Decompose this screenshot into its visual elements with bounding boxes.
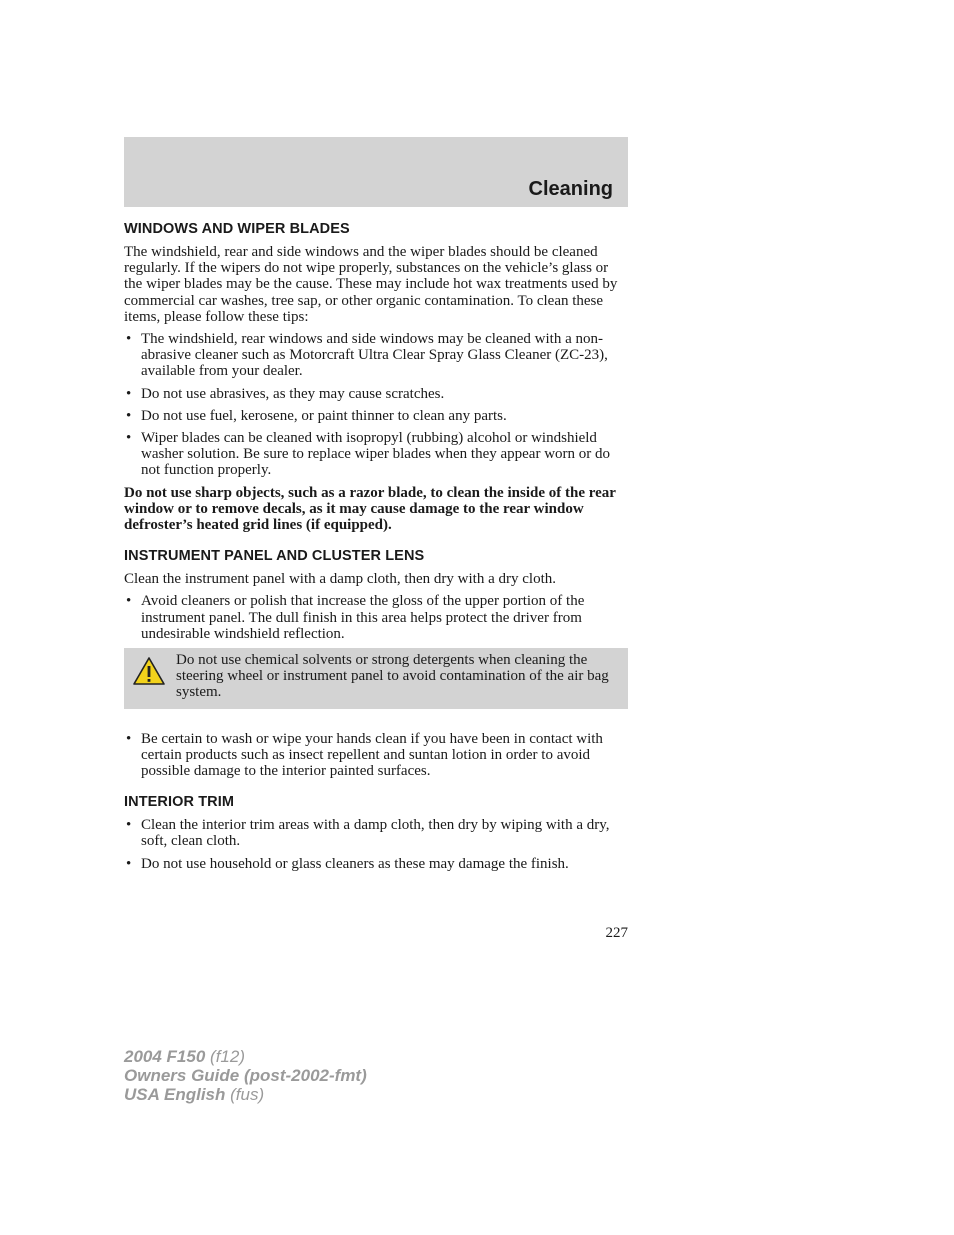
bullet-marker: • — [126, 817, 132, 834]
instrument-bullet-list — [124, 593, 628, 642]
bullet-marker: • — [126, 331, 132, 348]
footer-line-2: Owners Guide (post-2002-fmt) — [124, 1066, 367, 1085]
interior-bullet-list — [124, 817, 628, 872]
section-header-band — [124, 137, 628, 207]
bullet-marker: • — [126, 385, 132, 402]
bullet-marker: • — [126, 855, 132, 872]
list-item: • The windshield, rear windows and side windows may be cleaned with a non-abrasive cleaner such as Motorcraft Ultra Clear Spray Glass Cleaner (ZC-23), available from your dealer. — [126, 331, 608, 380]
warning-box-text: Do not use chemical solvents or strong detergents when cleaning the steering wheel or instrument panel to avoid contamination of the air bag system. — [176, 652, 609, 701]
heading-interior-trim: INTERIOR TRIM — [124, 794, 235, 811]
footer-line-1: 2004 F150 (f12) — [124, 1047, 245, 1066]
list-item: • Avoid cleaners or polish that increase the gloss of the upper portion of the instrument panel. The dull finish in this area helps protect the driver from undesirable windshield reflection. — [126, 593, 585, 642]
windows-intro: The windshield, rear and side windows and the wiper blades should be cleaned regularly. If the wipers do not wipe properly, substances on the vehicle’s glass or the wiper blades may be the cause. These may include hot wax treatments used by commercial car washes, tree sap, or other organic contamination. To clean these items, please follow these tips: — [124, 244, 618, 325]
bullet-marker: • — [126, 593, 132, 610]
bullet-marker: • — [126, 430, 132, 447]
warning-box — [124, 648, 628, 709]
document-footer — [124, 1047, 367, 1104]
heading-windows: WINDOWS AND WIPER BLADES — [124, 221, 350, 237]
list-item: • Do not use fuel, kerosene, or paint thinner to clean any parts. — [126, 407, 507, 424]
list-item: • Wiper blades can be cleaned with isopropyl (rubbing) alcohol or windshield washer solution. Be sure to replace wiper blades when they appear worn or do not function properly. — [126, 430, 611, 479]
footer-line-3: USA English (fus) — [124, 1085, 265, 1104]
instrument-bullet-list-2 — [124, 731, 628, 780]
list-item: • Clean the interior trim areas with a damp cloth, then dry by wiping with a dry, soft, clean cloth. — [126, 817, 610, 850]
section-title: Cleaning — [528, 178, 613, 200]
list-item: • Be certain to wash or wipe your hands clean if you have been in contact with certain products such as insect repellent and suntan lotion in order to avoid possible damage to the interior painted surfaces. — [126, 730, 603, 780]
instrument-intro: Clean the instrument panel with a damp cloth, then dry with a dry cloth. — [124, 571, 556, 588]
list-item: • Do not use abrasives, as they may cause scratches. — [126, 385, 445, 402]
heading-instrument-panel: INSTRUMENT PANEL AND CLUSTER LENS — [124, 548, 425, 565]
bullet-marker: • — [126, 407, 132, 424]
page-number: 227 — [605, 925, 628, 941]
page-content — [124, 220, 628, 878]
bold-warning-text: Do not use sharp objects, such as a razor blade, to clean the inside of the rear window or to remove decals, as it may cause damage to the rear window defroster’s heated grid lines (if equipped). — [124, 484, 616, 534]
bullet-marker: • — [126, 730, 132, 747]
windows-bullet-list — [124, 331, 628, 479]
warning-triangle-icon — [132, 656, 166, 686]
list-item: • Do not use household or glass cleaners as these may damage the finish. — [126, 855, 569, 872]
